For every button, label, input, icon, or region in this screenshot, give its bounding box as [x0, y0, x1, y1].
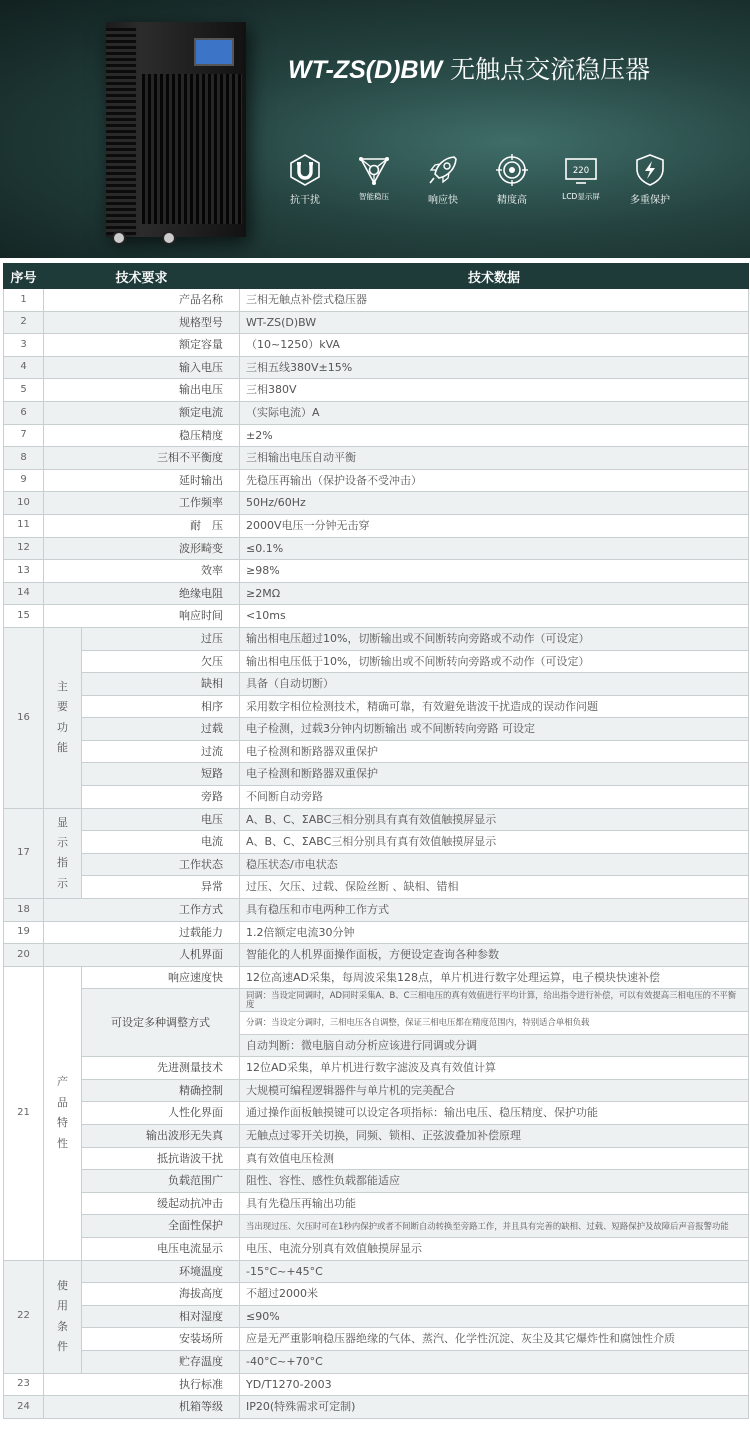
- table-row: [4, 989, 749, 1012]
- row-requirement: 贮存温度: [82, 1350, 240, 1373]
- row-index: 22: [4, 1260, 44, 1373]
- row-data: （实际电流）A: [240, 401, 749, 424]
- group-label-char: 示: [57, 836, 68, 849]
- table-row: [4, 289, 749, 312]
- row-data: <10ms: [240, 605, 749, 628]
- row-requirement: 旁路: [82, 786, 240, 809]
- feature-smart-regulation: [336, 153, 412, 202]
- row-requirement: 电压电流显示: [82, 1237, 240, 1260]
- row-requirement: 执行标准: [44, 1373, 240, 1396]
- group-label: [44, 966, 82, 1260]
- row-data: ≤0.1%: [240, 537, 749, 560]
- row-data: -40°C~+70°C: [240, 1350, 749, 1373]
- network-icon: [357, 153, 391, 187]
- table-row: [4, 627, 749, 650]
- row-requirement: 过压: [82, 627, 240, 650]
- row-index: 9: [4, 469, 44, 492]
- row-requirement: 工作频率: [44, 492, 240, 515]
- group-label-char: 件: [57, 1339, 68, 1353]
- row-requirement: 缓起动抗冲击: [82, 1192, 240, 1215]
- table-header-row: [4, 264, 749, 289]
- table-row: [4, 1192, 749, 1215]
- table-row: [4, 1305, 749, 1328]
- group-label-char: 显: [57, 815, 68, 829]
- row-data: 通过操作面板触摸键可以设定各项指标：输出电压、稳压精度、保护功能: [240, 1102, 749, 1125]
- row-index: 17: [4, 808, 44, 898]
- row-data: 三相380V: [240, 379, 749, 402]
- row-data: 稳压状态/市电状态: [240, 853, 749, 876]
- table-row: [4, 1283, 749, 1306]
- row-data: ≥2MΩ: [240, 582, 749, 605]
- row-requirement: 负载范围广: [82, 1170, 240, 1193]
- table-row: [4, 853, 749, 876]
- row-requirement: 异常: [82, 876, 240, 899]
- row-data: 大规模可编程逻辑器件与单片机的完美配合: [240, 1079, 749, 1102]
- row-index: 12: [4, 537, 44, 560]
- row-requirement: 产品名称: [44, 289, 240, 312]
- table-row: [4, 379, 749, 402]
- product-title: [288, 50, 650, 86]
- rocket-icon: [426, 153, 460, 187]
- table-row: [4, 718, 749, 741]
- row-requirement: 输入电压: [44, 356, 240, 379]
- row-data: （10~1250）kVA: [240, 334, 749, 357]
- table-row: [4, 966, 749, 989]
- table-row: [4, 831, 749, 854]
- table-row: [4, 311, 749, 334]
- group-label-char: 产: [57, 1075, 68, 1089]
- table-row: [4, 1170, 749, 1193]
- cabinet-display: [194, 38, 234, 66]
- table-row: [4, 921, 749, 944]
- group-label-char: 要: [57, 700, 68, 714]
- row-data: ±2%: [240, 424, 749, 447]
- table-row: [4, 1260, 749, 1283]
- row-data: 1.2倍额定电流30分钟: [240, 921, 749, 944]
- group-label-char: 主: [57, 680, 68, 694]
- group-label-char: 特: [57, 1116, 68, 1130]
- table-row: [4, 740, 749, 763]
- row-requirement: 相序: [82, 695, 240, 718]
- row-requirement: 效率: [44, 560, 240, 583]
- row-data: 12位高速AD采集，每周波采集128点，单片机进行数字处理运算，电子模块快速补偿: [240, 966, 749, 989]
- product-name: 无触点交流稳压器: [450, 55, 651, 84]
- row-index: 6: [4, 401, 44, 424]
- feature-label: 抗干扰: [290, 195, 320, 206]
- row-data: ≤90%: [240, 1305, 749, 1328]
- group-label-char: 条: [57, 1319, 68, 1333]
- row-data: 阻性、容性、感性负载都能适应: [240, 1170, 749, 1193]
- row-index: 2: [4, 311, 44, 334]
- row-data: 当出现过压、欠压时可在1秒内保护或者不间断自动转换至旁路工作，并且具有完善的缺相、过载、短路保护及故障后声音报警功能: [240, 1215, 749, 1238]
- row-requirement: 输出波形无失真: [82, 1124, 240, 1147]
- row-data: A、B、C、ΣABC三相分别具有真有效值触摸屏显示: [240, 831, 749, 854]
- table-row: [4, 401, 749, 424]
- table-row: [4, 537, 749, 560]
- magnet-icon: [288, 153, 322, 187]
- table-row: [4, 650, 749, 673]
- group-label: [44, 808, 82, 898]
- row-requirement: 安装场所: [82, 1328, 240, 1351]
- row-requirement: 三相不平衡度: [44, 447, 240, 470]
- product-banner: [0, 0, 750, 258]
- feature-multi-protection: [612, 153, 688, 206]
- table-row: [4, 582, 749, 605]
- table-row: [4, 560, 749, 583]
- feature-anti-interference: [267, 153, 343, 206]
- row-data: 电子检测和断路器双重保护: [240, 740, 749, 763]
- row-data: 不超过2000米: [240, 1283, 749, 1306]
- row-data: 12位AD采集，单片机进行数字滤波及真有效值计算: [240, 1057, 749, 1080]
- row-data: 电压、电流分别真有效值触摸屏显示: [240, 1237, 749, 1260]
- row-data: ≥98%: [240, 560, 749, 583]
- row-data: 具有稳压和市电两种工作方式: [240, 899, 749, 922]
- row-data: 输出相电压低于10%，切断输出或不间断转向旁路或不动作（可设定）: [240, 650, 749, 673]
- feature-label: 响应快: [428, 195, 458, 206]
- shield-icon: [633, 153, 667, 187]
- row-requirement: 人机界面: [44, 944, 240, 967]
- row-data: 输出相电压超过10%，切断输出或不间断转向旁路或不动作（可设定）: [240, 627, 749, 650]
- row-data: 具有先稳压再输出功能: [240, 1192, 749, 1215]
- row-requirement: 过载: [82, 718, 240, 741]
- row-requirement: 额定电流: [44, 401, 240, 424]
- row-requirement: 精确控制: [82, 1079, 240, 1102]
- row-data: A、B、C、ΣABC三相分别具有真有效值触摸屏显示: [240, 808, 749, 831]
- row-requirement: 先进测量技术: [82, 1057, 240, 1080]
- table-row: [4, 334, 749, 357]
- row-index: 1: [4, 289, 44, 312]
- row-index: 20: [4, 944, 44, 967]
- group-label: [44, 627, 82, 808]
- row-index: 7: [4, 424, 44, 447]
- row-data: 50Hz/60Hz: [240, 492, 749, 515]
- table-row: [4, 899, 749, 922]
- row-index: 14: [4, 582, 44, 605]
- row-requirement: 人性化界面: [82, 1102, 240, 1125]
- feature-label: 精度高: [497, 195, 527, 206]
- row-requirement: 环境温度: [82, 1260, 240, 1283]
- row-requirement: 延时输出: [44, 469, 240, 492]
- target-icon: [495, 153, 529, 187]
- row-data: 智能化的人机界面操作面板，方便设定查询各种参数: [240, 944, 749, 967]
- table-row: [4, 1328, 749, 1351]
- group-label-char: 性: [57, 1136, 68, 1150]
- table-row: [4, 605, 749, 628]
- group-label-char: 能: [57, 741, 68, 755]
- row-requirement: 额定容量: [44, 334, 240, 357]
- table-row: [4, 1215, 749, 1238]
- row-requirement: 规格型号: [44, 311, 240, 334]
- row-data: 真有效值电压检测: [240, 1147, 749, 1170]
- row-data: 2000V电压一分钟无击穿: [240, 514, 749, 537]
- row-requirement: 工作方式: [44, 899, 240, 922]
- table-row: [4, 356, 749, 379]
- row-index: 21: [4, 966, 44, 1260]
- feature-lcd-display: [543, 153, 619, 202]
- table-row: [4, 1079, 749, 1102]
- feature-label: 多重保护: [630, 195, 670, 206]
- row-data: IP20(特殊需求可定制): [240, 1396, 749, 1419]
- col-header-requirement: 技术要求: [44, 264, 240, 289]
- table-row: [4, 514, 749, 537]
- group-label: [44, 1260, 82, 1373]
- row-requirement: 响应速度快: [82, 966, 240, 989]
- row-requirement: 过载能力: [44, 921, 240, 944]
- row-requirement: 相对湿度: [82, 1305, 240, 1328]
- table-row: [4, 1057, 749, 1080]
- row-requirement: 输出电压: [44, 379, 240, 402]
- row-data: YD/T1270-2003: [240, 1373, 749, 1396]
- table-row: [4, 1237, 749, 1260]
- row-index: 24: [4, 1396, 44, 1419]
- col-header-data: 技术数据: [240, 264, 749, 289]
- row-requirement: 耐 压: [44, 514, 240, 537]
- row-requirement: 电流: [82, 831, 240, 854]
- row-data: 电子检测和断路器双重保护: [240, 763, 749, 786]
- row-requirement: 抵抗谐波干扰: [82, 1147, 240, 1170]
- table-row: [4, 1147, 749, 1170]
- row-data: 分调：当设定分调时，三相电压各自调整，保证三相电压都在精度范围内，特别适合单相负载: [240, 1012, 749, 1035]
- product-cabinet-image: [106, 22, 246, 237]
- row-requirement: 过流: [82, 740, 240, 763]
- row-requirement: 绝缘电阻: [44, 582, 240, 605]
- row-data: -15°C~+45°C: [240, 1260, 749, 1283]
- table-row: [4, 695, 749, 718]
- row-data: 采用数字相位检测技术，精确可靠，有效避免谐波干扰造成的误动作问题: [240, 695, 749, 718]
- feature-label: 智能稳压: [359, 192, 389, 201]
- group-label-char: 品: [57, 1095, 68, 1109]
- feature-high-precision: [474, 153, 550, 206]
- row-index: 16: [4, 627, 44, 808]
- row-data: 过压、欠压、过载、保险丝断 、缺相、错相: [240, 876, 749, 899]
- row-data: 三相输出电压自动平衡: [240, 447, 749, 470]
- table-row: [4, 1350, 749, 1373]
- row-data: 同调：当设定同调时，AD同时采集A、B、C三相电压的真有效值进行平均计算，给出指令进行补偿，可以有效提高三相电压的不平衡度: [240, 989, 749, 1012]
- group-label-char: 功: [57, 720, 68, 734]
- row-data: WT-ZS(D)BW: [240, 311, 749, 334]
- row-data: 先稳压再输出（保护设备不受冲击）: [240, 469, 749, 492]
- table-row: [4, 763, 749, 786]
- row-data: 应是无严重影响稳压器绝缘的气体、蒸汽、化学性沉淀、灰尘及其它爆炸性和腐蚀性介质: [240, 1328, 749, 1351]
- table-row: [4, 469, 749, 492]
- table-row: [4, 944, 749, 967]
- row-requirement: 全面性保护: [82, 1215, 240, 1238]
- group-label-char: 使: [57, 1278, 68, 1292]
- row-requirement: 机箱等级: [44, 1396, 240, 1419]
- table-row: [4, 808, 749, 831]
- table-row: [4, 1373, 749, 1396]
- row-requirement: 可设定多种调整方式: [82, 989, 240, 1057]
- row-requirement: 海拔高度: [82, 1283, 240, 1306]
- row-requirement: 波形畸变: [44, 537, 240, 560]
- row-data: 三相五线380V±15%: [240, 356, 749, 379]
- table-row: [4, 492, 749, 515]
- row-index: 11: [4, 514, 44, 537]
- table-row: [4, 673, 749, 696]
- row-index: 13: [4, 560, 44, 583]
- row-requirement: 欠压: [82, 650, 240, 673]
- row-requirement: 稳压精度: [44, 424, 240, 447]
- lcd-icon: [564, 153, 598, 187]
- table-row: [4, 876, 749, 899]
- row-data: 无触点过零开关切换，同频、锁相、正弦波叠加补偿原理: [240, 1124, 749, 1147]
- row-data: 具备（自动切断）: [240, 673, 749, 696]
- table-row: [4, 424, 749, 447]
- group-label-char: 指: [57, 856, 68, 870]
- lcd-icon-text: 220: [572, 166, 590, 176]
- spec-table: [3, 263, 749, 1419]
- row-index: 19: [4, 921, 44, 944]
- row-requirement: 工作状态: [82, 853, 240, 876]
- feature-label: LCD显示屏: [562, 192, 600, 201]
- row-requirement: 缺相: [82, 673, 240, 696]
- row-requirement: 电压: [82, 808, 240, 831]
- row-data: 电子检测，过载3分钟内切断输出 或不间断转向旁路 可设定: [240, 718, 749, 741]
- product-model: WT-ZS(D)BW: [288, 56, 443, 84]
- row-data: 自动判断：微电脑自动分析应该进行同调或分调: [240, 1034, 749, 1057]
- row-index: 18: [4, 899, 44, 922]
- row-index: 23: [4, 1373, 44, 1396]
- row-index: 3: [4, 334, 44, 357]
- row-index: 15: [4, 605, 44, 628]
- row-index: 5: [4, 379, 44, 402]
- row-index: 10: [4, 492, 44, 515]
- table-row: [4, 1102, 749, 1125]
- table-row: [4, 786, 749, 809]
- feature-fast-response: [405, 153, 481, 206]
- group-label-char: 示: [57, 876, 68, 890]
- row-requirement: 响应时间: [44, 605, 240, 628]
- group-label-char: 用: [57, 1299, 68, 1313]
- table-row: [4, 1396, 749, 1419]
- row-data: 不间断自动旁路: [240, 786, 749, 809]
- table-row: [4, 1124, 749, 1147]
- row-index: 4: [4, 356, 44, 379]
- col-header-index: 序号: [4, 264, 44, 289]
- table-row: [4, 447, 749, 470]
- row-data: 三相无触点补偿式稳压器: [240, 289, 749, 312]
- row-requirement: 短路: [82, 763, 240, 786]
- row-index: 8: [4, 447, 44, 470]
